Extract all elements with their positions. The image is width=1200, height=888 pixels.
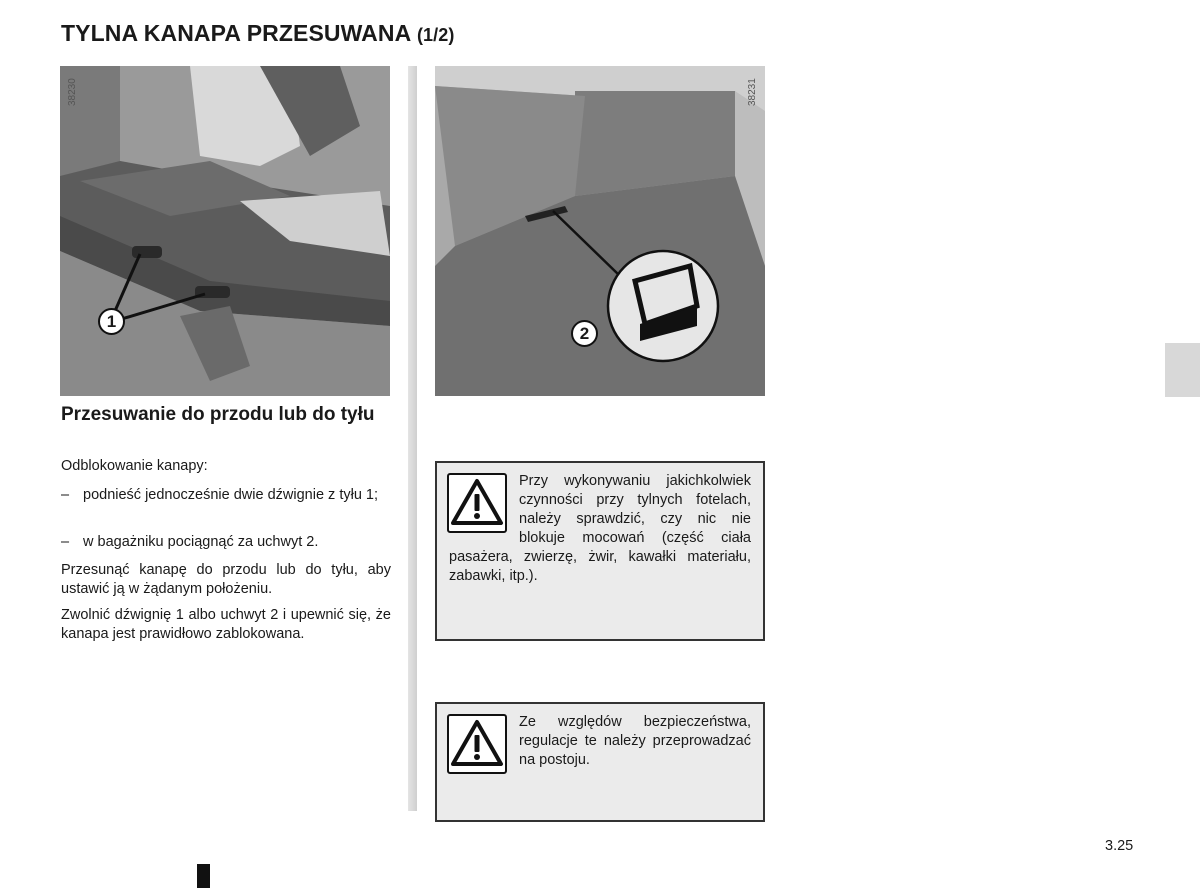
callout-1: 1 xyxy=(98,308,125,335)
print-mark xyxy=(197,864,210,888)
step-item xyxy=(61,486,391,505)
warning-text-wrap xyxy=(449,713,751,789)
warning-box xyxy=(435,702,765,822)
step-item xyxy=(61,533,391,552)
paragraph-release: Zwolnić dźwignię 1 albo uchwyt 2 i upewnić się, że kanapa jest prawidłowo zablokowana. xyxy=(61,607,391,642)
intro-text: Odblokowanie kanapy: xyxy=(61,458,208,474)
step-dash: – xyxy=(61,534,70,550)
callout-2: 2 xyxy=(571,320,598,347)
figure-code-right: 38231 xyxy=(747,78,758,106)
section-heading: Przesuwanie do przodu lub do tyłu xyxy=(61,404,375,425)
warning-text: Ze względów bezpieczeństwa, regulacje te należy przeprowadzać na postoju. xyxy=(519,714,751,768)
step-text: w bagażniku pociągnąć za uchwyt 2. xyxy=(83,534,319,550)
chapter-tab xyxy=(1165,343,1200,397)
paragraph-move: Przesunąć kanapę do przodu lub do tyłu, aby ustawić ją w żądanym położeniu. xyxy=(61,562,391,597)
column-divider xyxy=(408,66,417,811)
figure-code-left: 38230 xyxy=(67,78,78,106)
page-title xyxy=(61,20,454,47)
step-text: podnieść jednocześnie dwie dźwignie z tyłu 1; xyxy=(83,487,379,503)
rear-seat-photo xyxy=(60,66,390,396)
page-number: 3.25 xyxy=(1105,838,1134,854)
page-title-text: TYLNA KANAPA PRZESUWANA xyxy=(61,20,411,46)
warning-text-wrap xyxy=(449,472,751,586)
warning-box xyxy=(435,461,765,641)
trunk-photo xyxy=(435,66,765,396)
warning-text: Przy wykonywaniu jakichkolwiek czynności przy tylnych fotelach, należy sprawdzić, czy nic nie blokuje mocowań (część ciała pasażera, zwierzę, żwir, kawałki materiału, zabawki, itp.). xyxy=(449,473,751,584)
page-title-part: (1/2) xyxy=(416,25,455,45)
step-dash: – xyxy=(61,487,70,503)
